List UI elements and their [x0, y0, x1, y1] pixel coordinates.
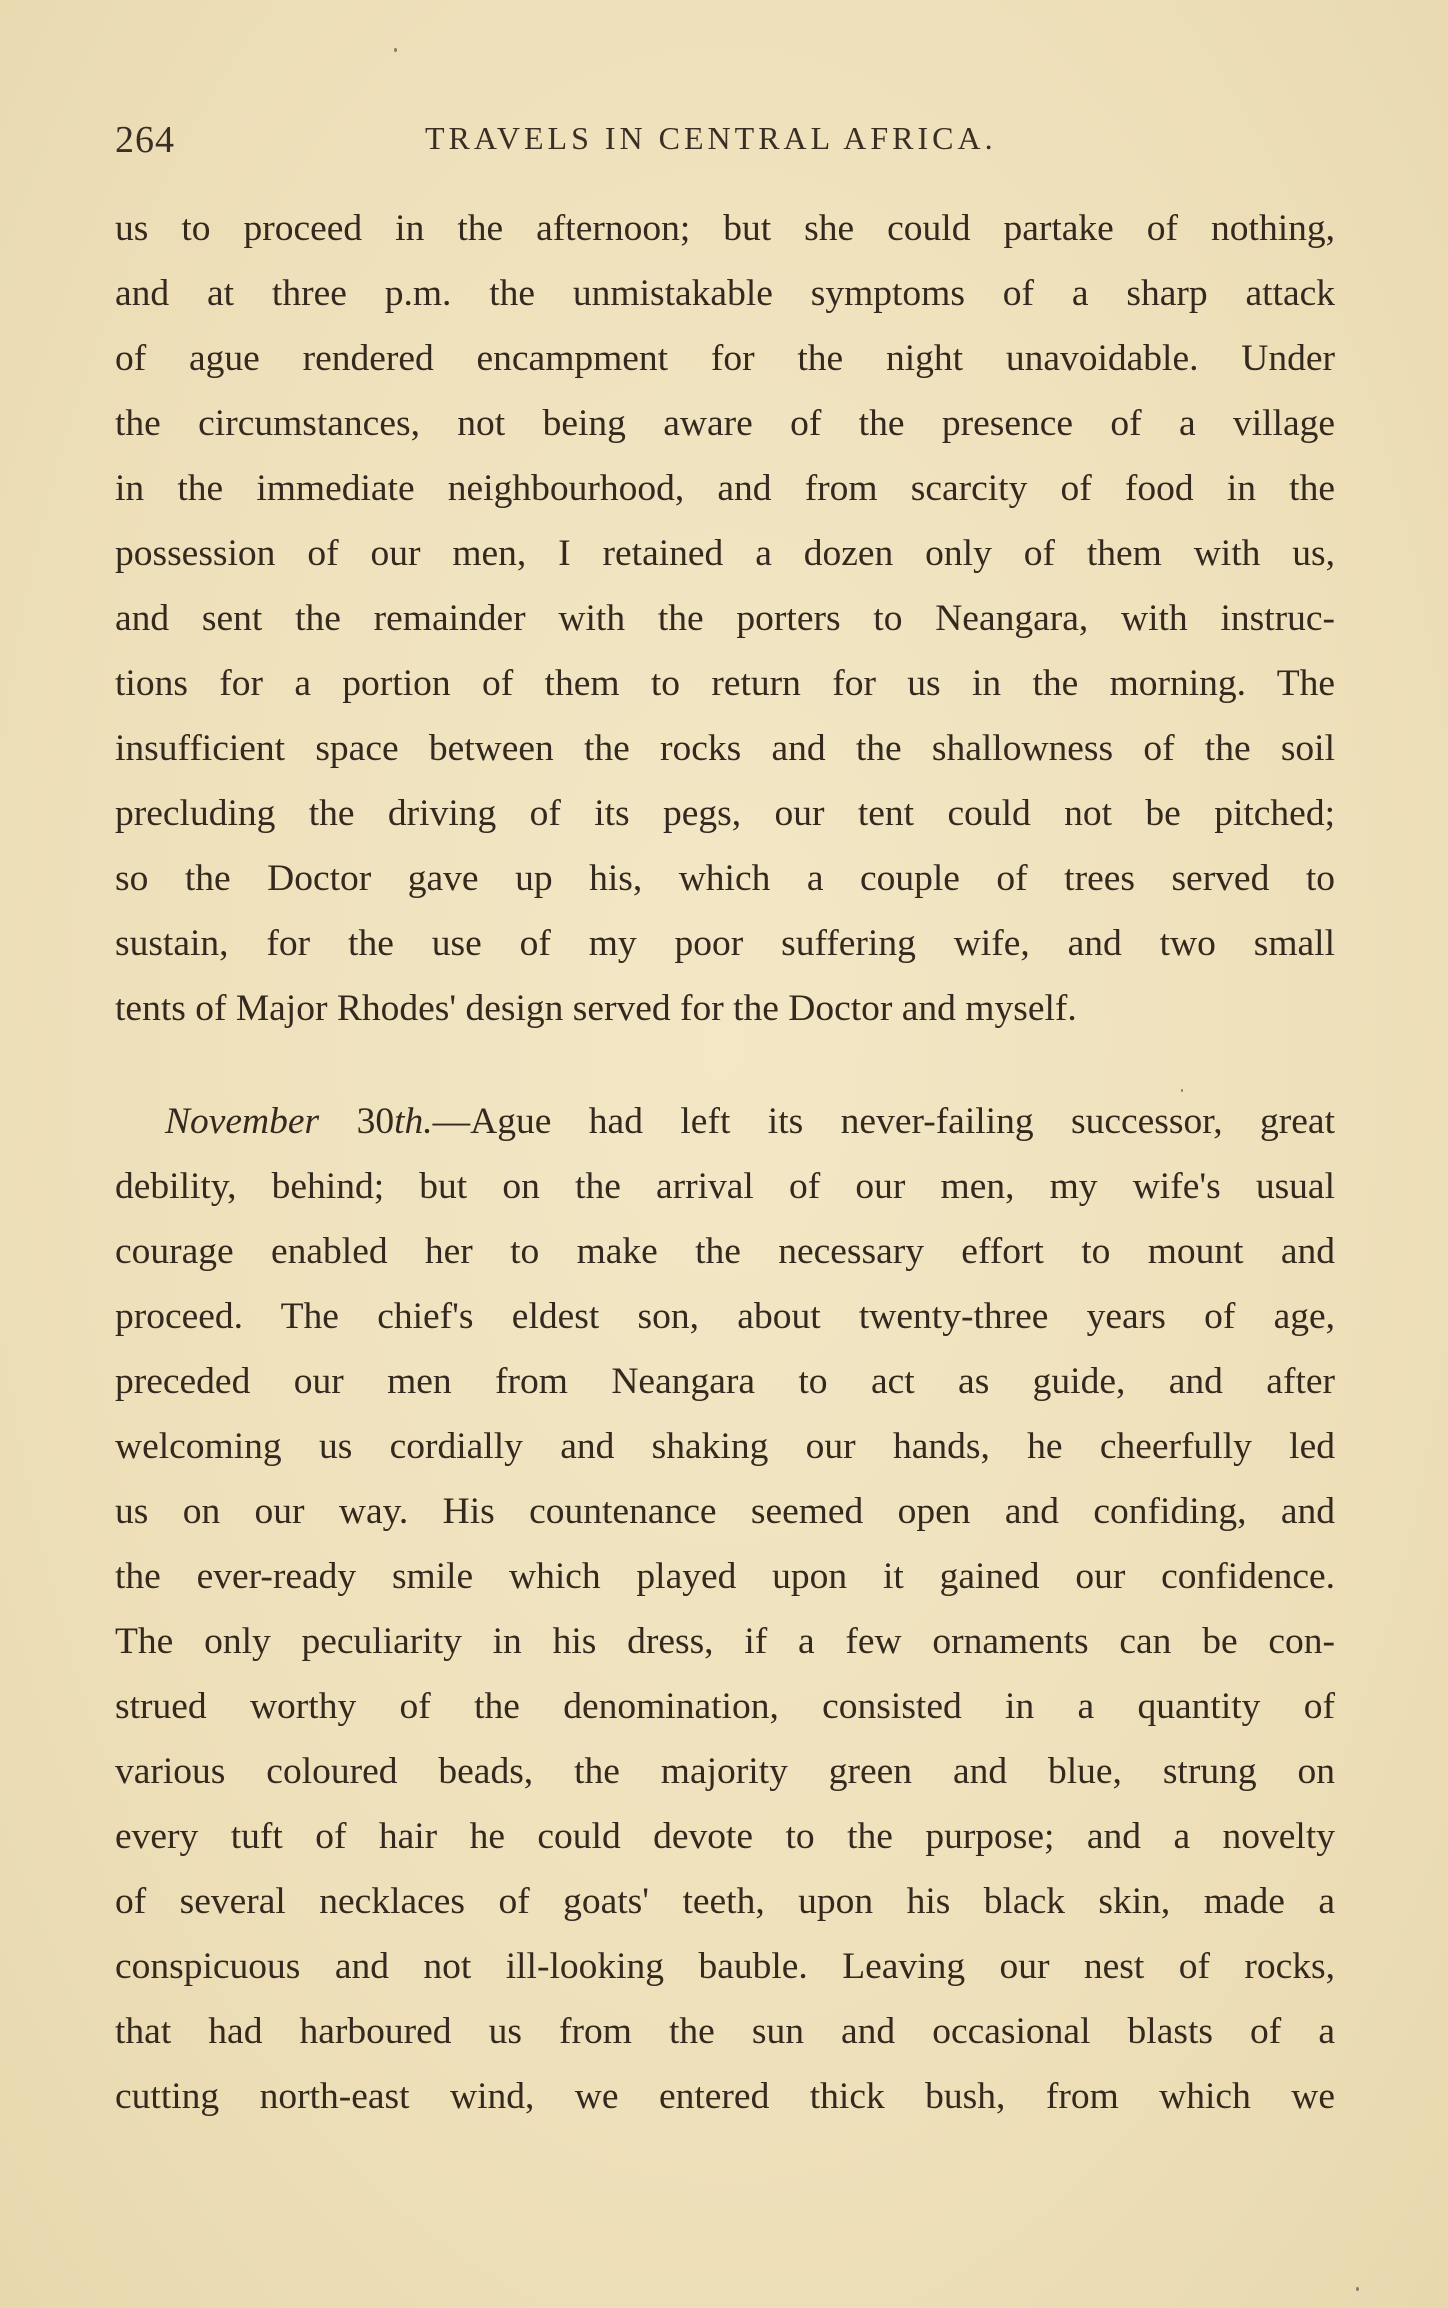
- text-line: precluding the driving of its pegs, our tent could not be pitched;: [115, 793, 1335, 834]
- paper-speck: [1356, 2287, 1359, 2291]
- text-line: courage enabled her to make the necessary effort to mount and: [115, 1231, 1335, 1272]
- body-text: [115, 196, 1335, 2129]
- text-line: insufficient space between the rocks and the shallowness of the soil: [115, 728, 1335, 769]
- dated-first-line: [115, 1089, 1335, 1154]
- text-line: every tuft of hair he could devote to the purpose; and a novelty: [115, 1816, 1335, 1857]
- first-line-text: —Ague had left its never-failing successor, great: [432, 1101, 1335, 1142]
- text-line: proceed. The chief's eldest son, about twenty-three years of age,: [115, 1296, 1335, 1337]
- page-header: [115, 118, 1335, 168]
- paper-speck: [394, 48, 397, 52]
- text-line: and sent the remainder with the porters to Neangara, with instruc-: [115, 598, 1335, 639]
- text-line: conspicuous and not ill-looking bauble. Leaving our nest of rocks,: [115, 1946, 1335, 1987]
- text-line: possession of our men, I retained a dozen only of them with us,: [115, 533, 1335, 574]
- text-line: the circumstances, not being aware of the presence of a village: [115, 403, 1335, 444]
- text-line: welcoming us cordially and shaking our hands, he cheerfully led: [115, 1426, 1335, 1467]
- text-line: that had harboured us from the sun and occasional blasts of a: [115, 2011, 1335, 2052]
- text-line: cutting north-east wind, we entered thick bush, from which we: [115, 2076, 1335, 2117]
- text-line: tents of Major Rhodes' design served for the Doctor and myself.: [115, 988, 1077, 1029]
- text-line: the ever-ready smile which played upon it gained our confidence.: [115, 1556, 1335, 1597]
- running-title: TRAVELS IN CENTRAL AFRICA.: [425, 120, 997, 156]
- text-line: The only peculiarity in his dress, if a few ornaments can be con-: [115, 1621, 1335, 1662]
- text-line: and at three p.m. the unmistakable symptoms of a sharp attack: [115, 273, 1335, 314]
- paragraph-gap: [115, 1041, 1335, 1089]
- text-line: us to proceed in the afternoon; but she could partake of nothing,: [115, 208, 1335, 249]
- paper-speck: [1181, 1089, 1183, 1092]
- date-day: 30: [319, 1101, 395, 1142]
- text-line: various coloured beads, the majority green and blue, strung on: [115, 1751, 1335, 1792]
- text-line: of ague rendered encampment for the night unavoidable. Under: [115, 338, 1335, 379]
- date-month: November: [165, 1101, 320, 1142]
- date-suffix: th.: [394, 1101, 433, 1142]
- text-line: strued worthy of the denomination, consisted in a quantity of: [115, 1686, 1335, 1727]
- text-line: debility, behind; but on the arrival of our men, my wife's usual: [115, 1166, 1335, 1207]
- text-line: preceded our men from Neangara to act as guide, and after: [115, 1361, 1335, 1402]
- text-line: us on our way. His countenance seemed open and confiding, and: [115, 1491, 1335, 1532]
- text-line: so the Doctor gave up his, which a couple of trees served to: [115, 858, 1335, 899]
- text-line: tions for a portion of them to return for us in the morning. The: [115, 663, 1335, 704]
- paragraph-2: [115, 1089, 1335, 2129]
- text-line: of several necklaces of goats' teeth, upon his black skin, made a: [115, 1881, 1335, 1922]
- text-line: sustain, for the use of my poor suffering wife, and two small: [115, 923, 1335, 964]
- paragraph-1: [115, 196, 1335, 1041]
- page-number: 264: [115, 119, 175, 161]
- text-line: in the immediate neighbourhood, and from scarcity of food in the: [115, 468, 1335, 509]
